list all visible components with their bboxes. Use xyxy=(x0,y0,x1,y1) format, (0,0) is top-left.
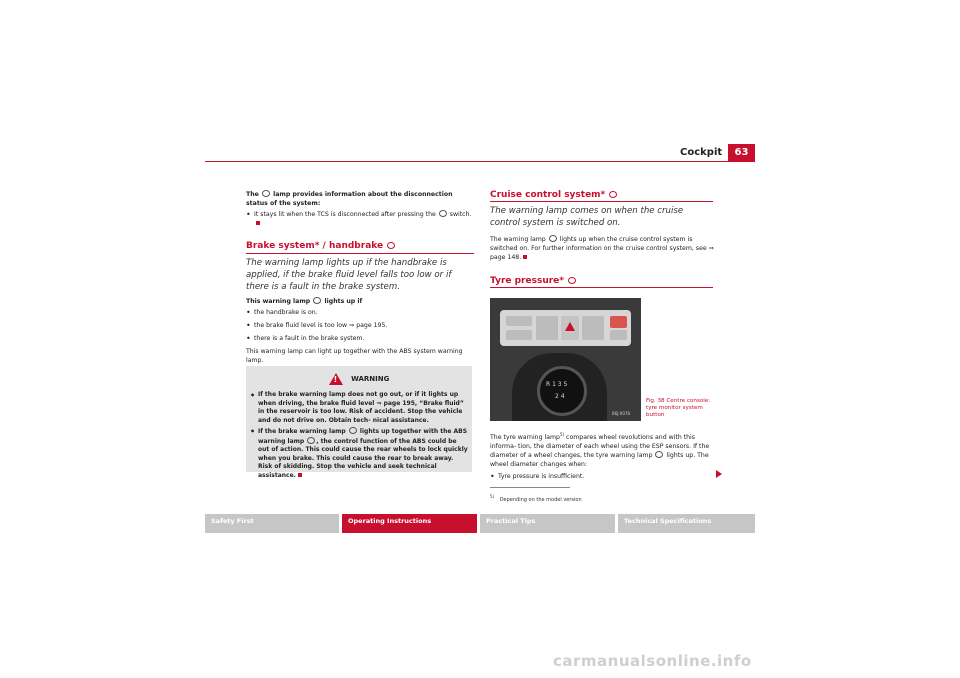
section-end-mark xyxy=(256,221,260,225)
gear-pattern-bottom: 2 4 xyxy=(555,393,565,400)
cruise-control-icon xyxy=(609,191,617,198)
section-title-cruise xyxy=(490,190,618,200)
brake-lamp-inline-icon xyxy=(313,297,321,304)
warning-triangle-icon xyxy=(329,373,343,385)
brake-title-text: Brake system* / handbrake xyxy=(246,241,384,251)
brake-bullet-3: • there is a fault in the brake system. xyxy=(246,334,474,343)
watermark: carmanualsonline.info xyxy=(553,652,752,670)
footer-tab-operating-instructions[interactable]: Operating Instructions xyxy=(342,514,477,533)
tyre-monitor-button xyxy=(610,316,627,328)
tcs-intro-text-b: lamp provides information about the disconnection status of the system: xyxy=(246,191,453,207)
tyre-bullet: • Tyre pressure is insufficient. xyxy=(490,472,715,481)
section-title-tyre xyxy=(490,276,577,286)
warning-body xyxy=(250,391,468,480)
cruise-text-b: lights up when the cruise control system is switched on. For further information on the cruise control system, see ⇒ page 148. xyxy=(490,236,714,261)
page-header-title: Cockpit xyxy=(680,147,723,158)
section-rule-brake xyxy=(246,253,474,254)
brake-bullet-1: • the handbrake is on. xyxy=(246,308,474,317)
tcs-lamp-icon xyxy=(262,190,270,197)
cruise-text xyxy=(490,235,715,262)
gear-knob xyxy=(537,366,587,416)
section-title-brake xyxy=(246,241,396,251)
panel-button xyxy=(506,330,532,340)
warning-end-mark xyxy=(298,473,302,477)
header-rule xyxy=(205,161,755,162)
tyre-text-c: lights up. The wheel diameter changes when: xyxy=(490,452,709,469)
lamp-line-b: lights up if xyxy=(324,298,363,305)
warning-label: WARNING xyxy=(351,375,390,383)
tyre-body xyxy=(490,430,715,483)
left-column xyxy=(246,190,474,230)
footer-tab-practical-tips[interactable]: Practical Tips xyxy=(480,514,615,533)
footnote xyxy=(490,494,582,503)
panel-button xyxy=(506,316,532,326)
gear-pattern-top: R 1 3 5 xyxy=(546,381,568,388)
footnote-number: 5) xyxy=(490,494,495,499)
next-page-arrow-icon[interactable] xyxy=(716,470,722,478)
warning-2-a: If the brake warning lamp xyxy=(258,428,346,435)
tyre-lamp-inline-icon xyxy=(655,451,663,458)
brake-warning-icon xyxy=(387,242,395,249)
abs-warning-icon xyxy=(307,437,315,444)
tcs-bullet-text-b: switch. xyxy=(449,211,472,218)
tcs-switch-icon xyxy=(439,210,447,217)
panel-button xyxy=(582,316,604,340)
page-number-badge: 63 xyxy=(728,144,755,162)
cruise-text-a: The warning lamp xyxy=(490,236,546,243)
cruise-lamp-inline-icon xyxy=(549,235,557,242)
tcs-bullet xyxy=(246,210,474,228)
figure-code: B6J-0078 xyxy=(612,411,630,416)
footer-tab-safety-first[interactable]: Safety First xyxy=(205,514,339,533)
abs-line: This warning lamp can light up together with the ABS system warning lamp. xyxy=(246,348,463,364)
cruise-body xyxy=(490,235,715,264)
tcs-intro-text-a: The xyxy=(246,191,259,198)
tyre-text-b: compares wheel revolutions and with this informa- tion, the diameter of each wheel using the ESP sensors. If the diameter of a wheel changes, the tyre warning lamp xyxy=(490,434,710,460)
footer-tab-technical-specifications[interactable]: Technical Specifications xyxy=(618,514,755,533)
brake-bullet-2: • the brake fluid level is too low ⇒ page 195. xyxy=(246,321,474,330)
cruise-subtitle: The warning lamp comes on when the cruise control system is switched on. xyxy=(490,206,684,228)
tyre-text xyxy=(490,430,715,469)
centre-console-figure xyxy=(490,298,641,421)
brake-subtitle: The warning lamp lights up if the handbrake is applied, if the brake fluid level falls too low or if there is a fault in the brake system. xyxy=(246,258,452,292)
panel-button xyxy=(610,330,627,340)
hazard-button xyxy=(561,316,579,340)
hazard-triangle-icon xyxy=(565,322,575,331)
warning-bullet-1: • If the brake warning lamp does not go out, or if it lights up when driving, the brake fluid level ⇒ page 195, “Brake fluid” in the reservoir is too low. Risk of accident. Stop the vehicle and do not drive on. Obtain tech- nical assistance. xyxy=(250,391,468,425)
brake-warning-inline-icon xyxy=(349,427,357,434)
footnote-rule xyxy=(490,487,570,488)
tyre-title-text: Tyre pressure* xyxy=(490,276,564,286)
figure-caption: Fig. 38 Centre console: tyre monitor system button xyxy=(646,398,711,418)
tyre-text-a: The tyre warning lamp xyxy=(490,434,560,442)
tyre-footnote-ref: 5) xyxy=(559,432,565,437)
section-rule-cruise xyxy=(490,201,713,202)
brake-body xyxy=(246,297,474,367)
cruise-end-mark xyxy=(523,255,527,259)
warning-box xyxy=(246,366,472,479)
warning-bullet-2 xyxy=(250,427,468,480)
footnote-text: Depending on the model version xyxy=(499,496,582,503)
cruise-title-text: Cruise control system* xyxy=(490,190,606,200)
tyre-pressure-icon xyxy=(568,277,576,284)
lamp-line-a: This warning lamp xyxy=(246,298,311,305)
lamp-line xyxy=(246,297,474,306)
tcs-bullet-text-a: It stays lit when the TCS is disconnected after pressing the xyxy=(254,211,436,218)
console-panel xyxy=(500,310,631,346)
warning-header xyxy=(246,373,472,385)
panel-button xyxy=(536,316,558,340)
warning-2-c: , the control function of the ABS could be out of action. This could cause the rear wheels to lock quickly when you brake. This could cause the rear to break away. Risk of skidding. Stop the vehicle and seek technical assistance. xyxy=(258,437,468,479)
section-rule-tyre xyxy=(490,287,713,288)
tcs-intro xyxy=(246,190,474,208)
warning-2-b: lights up together with the ABS warning lamp xyxy=(258,428,468,445)
